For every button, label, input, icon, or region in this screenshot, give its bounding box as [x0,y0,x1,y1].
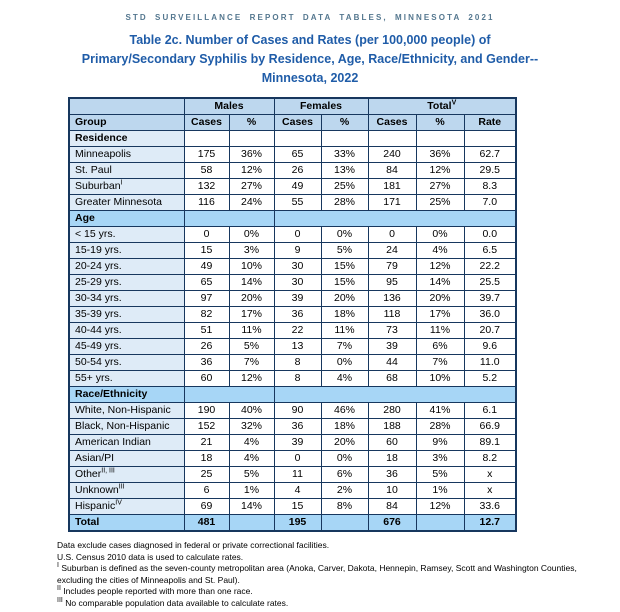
value-cell: 79 [368,259,416,275]
value-cell: 39 [368,339,416,355]
value-cell: 18% [321,307,368,323]
value-cell: 3% [416,451,464,467]
value-cell: 25% [321,179,368,195]
value-cell: 18% [321,419,368,435]
value-cell: 97 [184,291,229,307]
row-label [69,355,184,371]
value-cell: 66.9 [464,419,516,435]
value-cell: 25 [184,467,229,483]
value-cell: 20% [321,435,368,451]
value-cell: 15 [184,243,229,259]
row-label [69,307,184,323]
total-value-cell [229,515,274,532]
value-cell: 118 [368,307,416,323]
value-cell: 13% [321,163,368,179]
footnote-text: No comparable population data available to calculate rates. [65,597,289,608]
value-cell: 4% [229,451,274,467]
row-label-text: Hispanic [75,500,116,512]
value-cell: 152 [184,419,229,435]
males-cases-header: Cases [184,115,229,131]
value-cell: 65 [184,275,229,291]
value-cell: 10% [229,259,274,275]
value-cell: 11% [416,323,464,339]
table-row [69,371,516,387]
value-cell: 4% [416,243,464,259]
section-row [69,387,516,403]
value-cell: 14% [416,275,464,291]
section-name: Age [69,211,184,227]
value-cell: 8 [274,355,321,371]
empty-cell [229,131,274,147]
footnote [57,598,613,610]
row-label-text: 40-44 yrs. [75,324,122,336]
value-cell: 14% [229,275,274,291]
value-cell: 6% [416,339,464,355]
value-cell: 190 [184,403,229,419]
section-band-cell [184,211,274,227]
section-name: Residence [69,131,184,147]
row-label-text: Asian/PI [75,452,115,464]
footnote-marker: II [57,585,61,593]
value-cell: 20.7 [464,323,516,339]
value-cell: 27% [416,179,464,195]
females-cases-header: Cases [274,115,321,131]
total-value-cell: 676 [368,515,416,532]
table-row [69,451,516,467]
blank-header-cell [69,98,184,115]
value-cell: 28% [416,419,464,435]
table-body [69,131,516,532]
males-header-label: Males [214,100,244,112]
table-row [69,435,516,451]
value-cell: 33.6 [464,499,516,515]
rate-header: Rate [464,115,516,131]
row-label [69,227,184,243]
row-label-text: 15-19 yrs. [75,244,122,256]
males-header [184,98,274,115]
value-cell: 5% [321,243,368,259]
females-percent-header: % [321,115,368,131]
value-cell: 39 [274,291,321,307]
value-cell: 0% [321,227,368,243]
value-cell: 46% [321,403,368,419]
value-cell: 6.1 [464,403,516,419]
value-cell: 41% [416,403,464,419]
footnote [57,540,613,552]
row-label [69,275,184,291]
value-cell: 15% [321,275,368,291]
row-label [69,243,184,259]
value-cell: 44 [368,355,416,371]
value-cell: 33% [321,147,368,163]
row-label [69,147,184,163]
value-cell: 60 [368,435,416,451]
value-cell: 8.3 [464,179,516,195]
section-band-cell [274,211,516,227]
value-cell: 29.5 [464,163,516,179]
value-cell: 82 [184,307,229,323]
value-cell: 280 [368,403,416,419]
value-cell: 7.0 [464,195,516,211]
value-cell: 6 [184,483,229,499]
row-label-text: St. Paul [75,164,112,176]
value-cell: x [464,483,516,499]
value-cell: 11% [321,323,368,339]
males-percent-header: % [229,115,274,131]
row-label-text: 55+ yrs. [75,372,113,384]
total-label: Total [69,515,184,532]
value-cell: 36 [184,355,229,371]
value-cell: 39.7 [464,291,516,307]
value-cell: 36 [274,307,321,323]
value-cell: 5% [229,339,274,355]
row-label-text: 35-39 yrs. [75,308,122,320]
value-cell: 30 [274,259,321,275]
value-cell: 11 [274,467,321,483]
row-label [69,323,184,339]
group-column-header: Group [69,115,184,131]
total-row [69,515,516,532]
value-cell: 20% [229,291,274,307]
value-cell: 0 [274,227,321,243]
value-cell: 9% [416,435,464,451]
value-cell: 60 [184,371,229,387]
value-cell: 26 [184,339,229,355]
value-cell: 69 [184,499,229,515]
table-row [69,499,516,515]
table-row [69,259,516,275]
total-value-cell: 481 [184,515,229,532]
row-label-text: White, Non-Hispanic [75,404,171,416]
value-cell: 8% [321,499,368,515]
total-header-label: Total [427,100,452,112]
row-label [69,499,184,515]
data-table [68,97,517,532]
value-cell: 15% [321,259,368,275]
value-cell: 5.2 [464,371,516,387]
footnote-text: Suburban is defined as the seven-county metropolitan area (Anoka, Carver, Dakota, Hennepin, Ramsey, Scott and Washington Counties, excluding the cities of Minneapolis and St. Paul). [57,563,577,585]
value-cell: 90 [274,403,321,419]
empty-cell [184,131,229,147]
table-row [69,403,516,419]
value-cell: 12% [416,163,464,179]
row-label [69,451,184,467]
value-cell: 4 [274,483,321,499]
table-row [69,307,516,323]
value-cell: 4% [321,371,368,387]
row-label-text: Suburban [75,180,121,192]
table-title-line-2: Primary/Secondary Syphilis by Residence, Age, Race/Ethnicity, and Gender-- [81,52,539,66]
value-cell: 22 [274,323,321,339]
table-row [69,163,516,179]
section-band-cell [184,387,274,403]
row-label-sup: IV [115,499,122,507]
value-cell: 10% [416,371,464,387]
value-cell: 181 [368,179,416,195]
value-cell: x [464,467,516,483]
value-cell: 11% [229,323,274,339]
value-cell: 25% [416,195,464,211]
value-cell: 9.6 [464,339,516,355]
value-cell: 4% [229,435,274,451]
section-row [69,131,516,147]
value-cell: 0 [368,227,416,243]
table-row [69,227,516,243]
total-value-cell [321,515,368,532]
section-name: Race/Ethnicity [69,387,184,403]
value-cell: 0 [184,227,229,243]
value-cell: 62.7 [464,147,516,163]
value-cell: 2% [321,483,368,499]
value-cell: 65 [274,147,321,163]
value-cell: 132 [184,179,229,195]
report-header: STD SURVEILLANCE REPORT DATA TABLES, MINNESOTA 2021 [125,13,495,22]
empty-cell [274,131,321,147]
footnote-text: Data exclude cases diagnosed in federal or private correctional facilities. [57,540,330,550]
table-row [69,483,516,499]
value-cell: 58 [184,163,229,179]
value-cell: 20% [416,291,464,307]
value-cell: 12% [229,163,274,179]
value-cell: 51 [184,323,229,339]
value-cell: 240 [368,147,416,163]
table-row [69,291,516,307]
value-cell: 20% [321,291,368,307]
row-label-text: Unknown [75,484,119,496]
total-percent-header: % [416,115,464,131]
value-cell: 6% [321,467,368,483]
value-cell: 17% [416,307,464,323]
value-cell: 17% [229,307,274,323]
value-cell: 32% [229,419,274,435]
row-label [69,435,184,451]
value-cell: 36 [368,467,416,483]
value-cell: 55 [274,195,321,211]
footnote-text: U.S. Census 2010 data is used to calculate rates. [57,551,244,562]
value-cell: 0% [229,227,274,243]
value-cell: 15 [274,499,321,515]
row-label-text: 20-24 yrs. [75,260,122,272]
value-cell: 21 [184,435,229,451]
table-row [69,355,516,371]
females-header [274,98,368,115]
table-row [69,243,516,259]
row-label [69,163,184,179]
footnote-marker: I [57,562,59,570]
table-row [69,323,516,339]
value-cell: 1% [416,483,464,499]
value-cell: 28% [321,195,368,211]
value-cell: 12% [416,499,464,515]
total-cases-header: Cases [368,115,416,131]
value-cell: 36 [274,419,321,435]
footnotes [57,540,613,609]
value-cell: 12% [229,371,274,387]
value-cell: 68 [368,371,416,387]
total-header [368,98,516,115]
row-label [69,179,184,195]
table-row [69,195,516,211]
table-row [69,275,516,291]
footnote [57,586,613,598]
value-cell: 36% [229,147,274,163]
value-cell: 14% [229,499,274,515]
value-cell: 3% [229,243,274,259]
section-band-cell [274,387,516,403]
value-cell: 22.2 [464,259,516,275]
value-cell: 6.5 [464,243,516,259]
row-label-text: Minneapolis [75,148,132,160]
row-label-sup: III [118,483,125,491]
value-cell: 0% [416,227,464,243]
value-cell: 12% [416,259,464,275]
empty-cell [416,131,464,147]
footnote [57,563,613,586]
row-label [69,259,184,275]
table-title-line-3: Minnesota, 2022 [261,71,359,85]
table-row [69,179,516,195]
section-row [69,211,516,227]
row-label [69,371,184,387]
row-label-text: 25-29 yrs. [75,276,122,288]
row-label [69,467,184,483]
footnote-text: Includes people reported with more than one race. [63,586,253,596]
value-cell: 95 [368,275,416,291]
value-cell: 49 [184,259,229,275]
value-cell: 49 [274,179,321,195]
empty-cell [368,131,416,147]
value-cell: 7% [321,339,368,355]
table-row [69,339,516,355]
value-cell: 188 [368,419,416,435]
value-cell: 13 [274,339,321,355]
value-cell: 30 [274,275,321,291]
value-cell: 36% [416,147,464,163]
row-label-text: < 15 yrs. [75,228,116,240]
value-cell: 0 [274,451,321,467]
value-cell: 1% [229,483,274,499]
row-label-text: Black, Non-Hispanic [75,420,170,432]
value-cell: 171 [368,195,416,211]
column-header-row [69,115,516,131]
table-title [0,31,620,88]
total-value-cell [416,515,464,532]
row-label-text: Greater Minnesota [75,196,162,208]
footnote-marker: III [57,596,63,604]
value-cell: 27% [229,179,274,195]
value-cell: 7% [229,355,274,371]
value-cell: 18 [184,451,229,467]
table-row [69,419,516,435]
value-cell: 9 [274,243,321,259]
value-cell: 24% [229,195,274,211]
value-cell: 7% [416,355,464,371]
row-label-text: American Indian [75,436,151,448]
value-cell: 25.5 [464,275,516,291]
group-header-row [69,98,516,115]
row-label [69,403,184,419]
row-label [69,291,184,307]
value-cell: 8 [274,371,321,387]
total-header-sup: V [451,99,457,107]
row-label [69,483,184,499]
table-title-line-1: Table 2c. Number of Cases and Rates (per 100,000 people) of [129,33,491,47]
table-row [69,147,516,163]
value-cell: 73 [368,323,416,339]
footnote [57,552,613,564]
value-cell: 175 [184,147,229,163]
row-label-text: 45-49 yrs. [75,340,122,352]
value-cell: 5% [229,467,274,483]
total-value-cell: 195 [274,515,321,532]
row-label-text: Other [75,468,102,480]
row-label-text: 50-54 yrs. [75,356,122,368]
row-label [69,195,184,211]
value-cell: 36.0 [464,307,516,323]
value-cell: 116 [184,195,229,211]
table-row [69,467,516,483]
value-cell: 0% [321,451,368,467]
value-cell: 5% [416,467,464,483]
row-label [69,419,184,435]
row-label-sup: II, III [101,467,115,475]
row-label-sup: I [120,179,123,187]
value-cell: 136 [368,291,416,307]
value-cell: 11.0 [464,355,516,371]
value-cell: 84 [368,499,416,515]
value-cell: 8.2 [464,451,516,467]
row-label [69,339,184,355]
value-cell: 89.1 [464,435,516,451]
value-cell: 40% [229,403,274,419]
value-cell: 24 [368,243,416,259]
females-header-label: Females [299,100,343,112]
total-value-cell: 12.7 [464,515,516,532]
value-cell: 39 [274,435,321,451]
value-cell: 0% [321,355,368,371]
empty-cell [321,131,368,147]
value-cell: 18 [368,451,416,467]
value-cell: 10 [368,483,416,499]
value-cell: 0.0 [464,227,516,243]
row-label-text: 30-34 yrs. [75,292,122,304]
value-cell: 26 [274,163,321,179]
value-cell: 84 [368,163,416,179]
empty-cell [464,131,516,147]
